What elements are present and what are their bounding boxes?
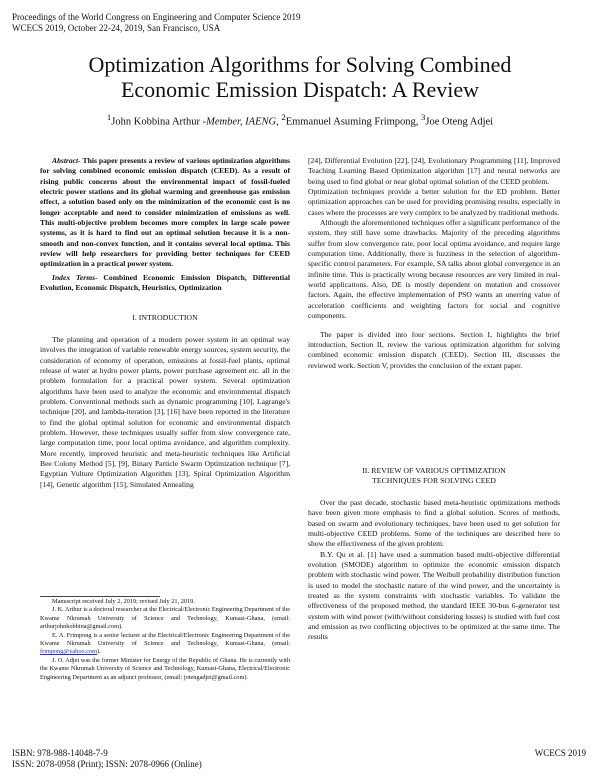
right-paragraph-3: Although the aforementioned techniques offer a significant performance of the system, they still have some drawbacks. Majority of the preceding algorithms suffer from slow convergence rate, poor local optima avoidance, and require large computation time. Additionally, there is fuzziness in the selection of algorithm-specific control parameters. For example, SA talks about global convergence in an infinite time. This is practically wrong because resources are very limited in real-world applications. Also, DE is mostly dependent on mutation and crossover factors. Again, the effective implementation of PSO wants an unerring value of acceleration coefficients and weighting factors for social and cognitive components. — [308, 218, 560, 321]
introduction-paragraph: The planning and operation of a modern power system in an optimal way involves the integration of variable renewable energy sources, system security, the consideration of economy of operation, emissions at fossil-fuel plants, optimal release of water at hydro power plants, power purchase agreement etc. all in the problem formulation for a practical power system. Several optimization algorithms have been used to analyze the economic and environmental dispatch problem. Conventional methods such as dynamic programming [10], Lagrange's technique [20], and lambda-iteration [3], [16] have been reported in the literature to find the global optimal solution for economic and environmental dispatch problem. However, these techniques usually suffer from slow convergence rate, large computation time, poor local optima avoidance, and algorithm complexity. More recently, improved heuristic and meta-heuristic techniques like Artificial Bee Colony Method [5], [9], Binary Particle Swarm Optimization technique [7], Egyptian Vulture Optimization Algorithm [13], Spiral Optimization Algorithm [14], Genetic algorithm [15], Simulated Annealing — [40, 335, 290, 489]
title-line-1: Optimization Algorithms for Solving Combined — [88, 52, 512, 77]
introduction-body — [40, 335, 290, 490]
abstract-label: Abstract- — [52, 156, 81, 165]
section-2-heading-line-2: TECHNIQUES FOR SOLVING CEED — [372, 476, 496, 485]
footnote-author-2-email-link[interactable]: frimpong@yahoo.com — [40, 648, 98, 656]
author-3-mark: 3 — [421, 112, 426, 122]
author-3-name: Joe Oteng Adjei — [425, 116, 494, 128]
section-1-heading: I. INTRODUCTION — [132, 313, 198, 322]
footnote-rule — [40, 596, 160, 597]
conference-tag: WCECS 2019 — [534, 748, 586, 758]
author-2-name: Emmanuel Asuming Frimpong, — [285, 116, 419, 128]
title-line-2: Economic Emission Dispatch: A Review — [120, 77, 480, 102]
section-2-paragraph-2: B.Y. Qu et al. [1] have used a summation based multi-objective differential evolution (SMODE) algorithm to optimize the economic emission dispatch problem with stochastic wind power. The Weibull probability distribution function is used to model the stochastic nature of the wind power, and the uncertainty is treated as the system constraints with stochastic variables. To validate the effectiveness of the proposed method, the standard IEEE 30-bus 6-generator test system with wind power (with/without considering losses) is studied with fuel cost and emission as two conflicting objectives to be optimized at the same time. The results — [308, 549, 560, 642]
issn: ISSN: 2078-0958 (Print); ISSN: 2078-0966 (Online) — [12, 759, 202, 769]
running-header-line-2: WCECS 2019, October 22-24, 2019, San Francisco, USA — [12, 23, 221, 33]
author-1-name: John Kobbina Arthur - — [111, 116, 207, 128]
footnote-received: Manuscript received July 2, 2019; revised July 21, 2019. — [52, 598, 195, 605]
section-2-heading-line-1: II. REVIEW OF VARIOUS OPTIMIZATION — [362, 466, 506, 475]
author-1-membership: Member, IAENG — [206, 116, 277, 128]
section-2-heading — [308, 466, 560, 486]
running-header-line-1: Proceedings of the World Congress on Engineering and Computer Science 2019 — [12, 12, 301, 22]
footnote-author-2-text: E. A. Frimpong is a senior lecturer at the Electrical/Electronic Engineering Department of the Kwame Nkrumah University of Science and Technology, Kumasi-Ghana, (email: — [40, 631, 290, 648]
index-terms — [40, 273, 290, 294]
abstract — [40, 156, 290, 270]
isbn: ISBN: 978-988-14048-7-9 — [12, 748, 108, 758]
abstract-text: This paper presents a review of various optimization algorithms for solving combined economic emission dispatch (CEED). As a result of rising public concerns about the environmental impact of fossil-fueled electric power stations and its global warming and greenhouse gas emission effect, a solution based only on the minimization of the economic cost is no longer acceptable and need to consider minimization of emissions as well. This multi-objective problem becomes more complex in large scale power systems, as it is hard to find out an optimal solution because it is a non-smooth and non-convex function, and it contains several local optima. This review will help researchers for providing better techniques for CEED optimization in a practical power system. — [40, 156, 290, 269]
index-terms-label: Index Terms- — [52, 273, 98, 282]
author-list: $^1$John Kobbina Arthur -Member, IAENG, $^2$Emmanuel Asuming Frimpong, $^3$Joe Oteng Adjei — [106, 112, 494, 128]
footnote-author-1: J. K. Arthur is a doctoral researcher at the Electrical/Electronic Engineering Department of the Kwame Nkrumah University of Science and Technology, Kumasi-Ghana, (email: arthurjohnkobbina@gmail.com). — [40, 606, 290, 631]
section-2-paragraph-1: Over the past decade, stochastic based meta-heuristic optimizations methods have been given more emphasis to find a global solution. Scores of methods, based on swarm and evolutionary techniques, have been used to get solution for multi-objective CEED problems. Some of the techniques are described here to show the effectiveness of the given problem. — [308, 498, 560, 549]
index-terms-text: Combined Economic Emission Dispatch, Differential Evolution, Economic Dispatch, Heuristics, Optimization — [40, 273, 290, 293]
footnotes — [40, 598, 290, 682]
right-paragraph-4: The paper is divided into four sections. Section I, highlights the brief introduction, Section II, review the various optimization algorithm for solving combined economic emission dispatch (CEED). Section III, discusses the reviewed work. Section V, provides the conclusion of the extant paper. — [308, 329, 560, 370]
right-paragraph-1: [24], Differential Evolution [22], [24], Evolutionary Programming [11], Improved Teaching Learning Based Optimization algorithm [17] and neural networks are being used to find global or near global optimal solution of the CEED problem. — [308, 156, 560, 186]
section-2-body — [308, 498, 560, 643]
paper-title — [40, 52, 560, 102]
right-column-body — [308, 156, 560, 371]
footnote-author-2-end: ). — [97, 648, 101, 656]
author-1-mark: 1 — [106, 112, 112, 122]
footnote-author-3: J. O. Adjei was the former Minister for Energy of the Republic of Ghana. He is currently with the Kwame Nkrumah University of Science and Technology, Kumasi-Ghana, Electrical/Electronic Engineering Department as an adjunct professor, (email: jotengadjei@gmail.com). — [40, 656, 290, 681]
right-paragraph-2: Optimization techniques provide a better solution for the ED problem. Better optimization approaches can be used for providing promising results, especially in cases where the processes are very complex to be analyzed by traditional methods. — [308, 187, 560, 217]
author-2-mark: 2 — [281, 112, 286, 122]
footnote-author-2 — [40, 632, 290, 657]
